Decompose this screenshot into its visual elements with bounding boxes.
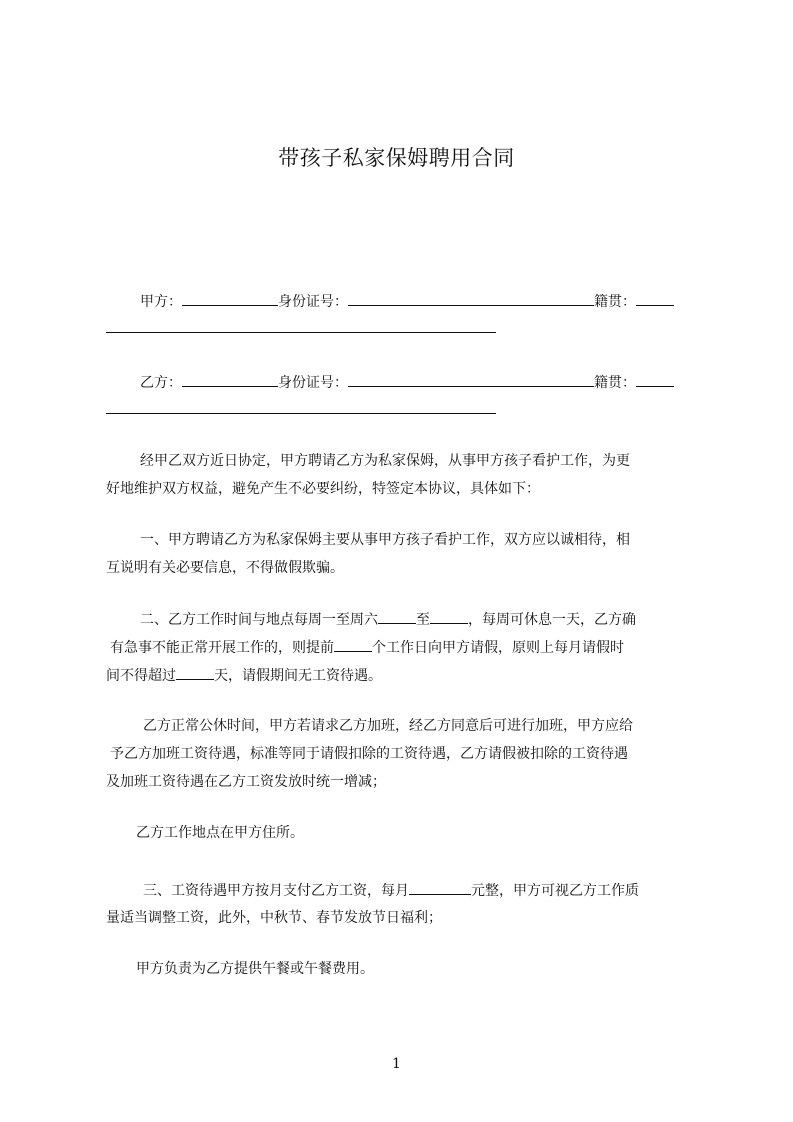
party-b-id-label: 身份证号： (278, 375, 348, 391)
page-number: 1 (392, 1056, 401, 1072)
lunch-line: 甲方负责为乙方提供午餐或午餐费用。 (136, 961, 374, 977)
clause3-line-1 (143, 880, 639, 901)
clause3-line-2: 量适当调整工资，此外，中秋节、春节发放节日福利； (106, 910, 442, 926)
workday-start-blank[interactable] (378, 609, 416, 624)
party-a-name-blank[interactable] (182, 291, 278, 306)
party-a-label: 甲方： (140, 294, 182, 310)
clause2-line-2 (110, 637, 624, 658)
clause2-text-6: 天，请假期间无工资待遇。 (214, 668, 382, 684)
party-b-origin-label: 籍贯： (594, 375, 636, 391)
party-b-origin-blank-cont[interactable] (106, 413, 496, 414)
party-b-label: 乙方： (140, 375, 182, 391)
workplace-line: 乙方工作地点在甲方住所。 (136, 825, 304, 841)
party-a-origin-label: 籍贯： (594, 294, 636, 310)
clause3-text-2: 元整，甲方可视乙方工作质 (471, 883, 639, 899)
party-b-id-blank[interactable] (348, 372, 594, 387)
party-a-origin-blank-cont[interactable] (106, 332, 496, 333)
leave-notice-days-blank[interactable] (334, 637, 372, 652)
clause2-text-5: 间不得超过 (106, 668, 176, 684)
monthly-salary-blank[interactable] (409, 880, 471, 895)
party-a-line (140, 291, 674, 312)
overtime-line-2: 予乙方加班工资待遇，标准等同于请假扣除的工资待遇，乙方请假被扣除的工资待遇 (110, 746, 628, 762)
party-b-line (140, 372, 674, 393)
intro-line-1: 经甲乙双方近日协定，甲方聘请乙方为私家保姆，从事甲方孩子看护工作，为更 (140, 453, 630, 469)
workday-end-blank[interactable] (430, 609, 468, 624)
clause1-line-1: 一、甲方聘请乙方为私家保姆主要从事甲方孩子看护工作，双方应以诚相待，相 (140, 532, 630, 548)
clause2-text-3: 有急事不能正常开展工作的，则提前 (110, 640, 334, 656)
overtime-line-1: 乙方正常公休时间，甲方若请求乙方加班，经乙方同意后可进行加班，甲方应给 (143, 718, 633, 734)
intro-line-2: 好地维护双方权益，避免产生不必要纠纷，特签定本协议，具体如下： (106, 481, 540, 497)
clause2-text-4: 个工作日向甲方请假，原则上每月请假时 (372, 640, 624, 656)
party-a-id-label: 身份证号： (278, 294, 348, 310)
clause3-text: 三、工资待遇甲方按月支付乙方工资，每月 (143, 883, 409, 899)
max-leave-days-blank[interactable] (176, 665, 214, 680)
party-a-id-blank[interactable] (348, 291, 594, 306)
overtime-line-3: 及加班工资待遇在乙方工资发放时统一增减； (106, 774, 386, 790)
clause2-line-1 (140, 609, 636, 630)
party-b-origin-blank[interactable] (636, 372, 674, 387)
clause2-text: 二、乙方工作时间与地点每周一至周六 (140, 612, 378, 628)
party-b-name-blank[interactable] (182, 372, 278, 387)
clause2-to: 至 (416, 612, 430, 628)
clause2-text-2: ，每周可休息一天，乙方确 (468, 612, 636, 628)
clause1-line-2: 互说明有关必要信息，不得做假欺骗。 (106, 560, 344, 576)
document-title: 带孩子私家保姆聘用合同 (278, 146, 515, 170)
clause2-line-3 (106, 665, 382, 686)
party-a-origin-blank[interactable] (636, 291, 674, 306)
